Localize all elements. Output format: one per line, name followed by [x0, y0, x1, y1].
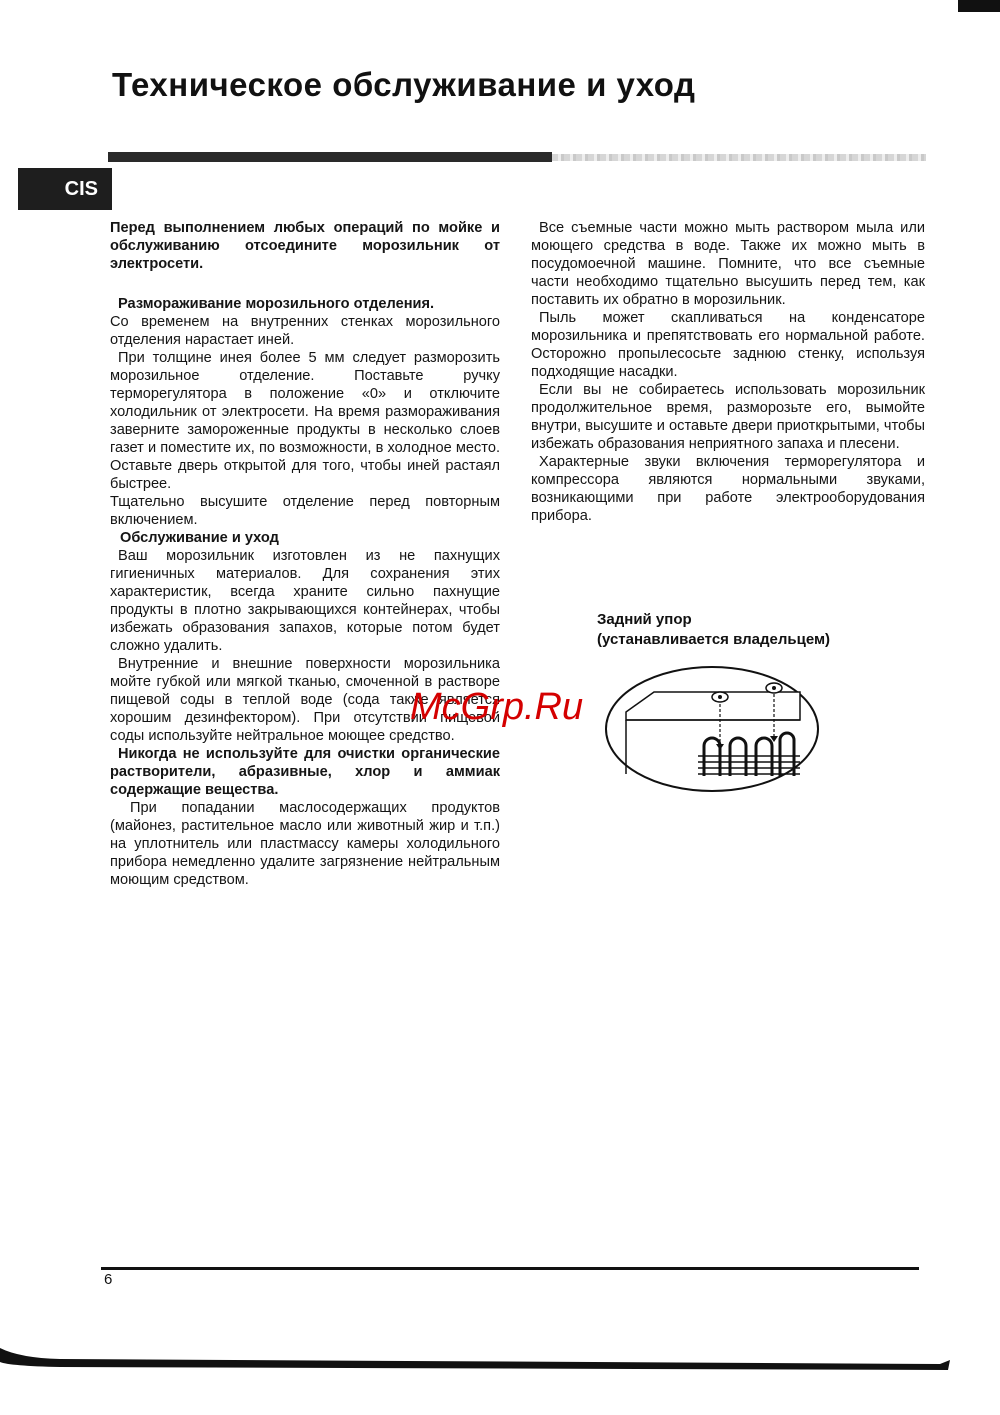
watermark: McGrp.Ru: [410, 686, 584, 728]
care-paragraph-2: Внутренние и внешние поверхности морозильника мойте губкой или мягкой тканью, смоченной в растворе пищевой соды в теплой воде (сода также является хорошим дезинфектором). При отсутствии пищевой соды используйте нейтральное моющее средство.: [110, 656, 500, 744]
region-badge: CIS: [18, 168, 112, 210]
figure-caption-line-2: (устанавливается владельцем): [597, 631, 831, 648]
figure-caption-line-1: Задний упор: [597, 611, 692, 628]
title-divider-dark: [108, 152, 552, 162]
long-absence-paragraph: Если вы не собираетесь использовать морозильник продолжительное время, разморозьте его, вымойте внутри, высушите и оставьте двери приоткрытыми, чтобы избежать образования неприятного запаха и плесени.: [531, 382, 925, 452]
page-number: 6: [104, 1271, 113, 1288]
scan-edge-artifact: [0, 1340, 1000, 1415]
left-column: [110, 219, 500, 889]
page-title: Техническое обслуживание и уход: [112, 66, 696, 103]
care-paragraph-3: При попадании маслосодержащих продуктов (майонез, растительное масло или животный жир и т.п.) на уплотнитель или пластмассу камеры холодильного прибора немедленно удалите загрязнение нейтральным моющим средством.: [110, 800, 500, 888]
right-column: [531, 219, 925, 525]
figure-caption: [597, 610, 830, 650]
chemicals-warning: Никогда не используйте для очистки органические растворители, абразивные, хлор и аммиак содержащие вещества.: [110, 746, 500, 798]
care-heading: Обслуживание и уход: [120, 530, 279, 546]
defrost-paragraph-1: Со временем на внутренних стенках морозильного отделения нарастает иней.: [110, 314, 500, 348]
care-paragraph-1: Ваш морозильник изготовлен из не пахнущих гигиеничных материалов. Для сохранения этих характеристик, всегда храните сильно пахнущие продукты в плотно закрывающихся контейнерах, чтобы избежать образования запахов, которые потом будет сложно удалить.: [110, 548, 500, 654]
title-divider-light: [552, 154, 926, 161]
condenser-paragraph: Пыль может скапливаться на конденсаторе морозильника и препятствовать его нормальной работе. Осторожно пропылесосьте заднюю стенку, используя подходящие насадки.: [531, 310, 925, 380]
sounds-paragraph: Характерные звуки включения терморегулятора и компрессора являются нормальными звуками, возникающими при работе электрооборудования прибора.: [531, 454, 925, 524]
removable-parts-paragraph: Все съемные части можно мыть раствором мыла или моющего средства в воде. Также их можно мыть в посудомоечной машине. Помните, что все съемные части необходимо тщательно высушить перед тем, как поставить их обратно в морозильник.: [531, 220, 925, 308]
defrost-paragraph-2: При толщине инея более 5 мм следует разморозить морозильное отделение. Поставьте ручку терморегулятора в положение «0» и отключите холодильник от электросети. На время размораживания заверните замороженные продукты в несколько слоев газет и поместите их, по возможности, в холодное место. Оставьте дверь открытой для того, чтобы иней растаял быстрее.: [110, 350, 500, 492]
rear-spacer-illustration: [604, 664, 820, 794]
safety-warning: Перед выполнением любых операций по мойке и обслуживанию отсоедините морозильник от электросети.: [110, 220, 500, 272]
title-divider: [108, 152, 926, 162]
footer-divider: [101, 1267, 919, 1270]
defrost-heading: Размораживание морозильного отделения.: [118, 296, 435, 312]
scan-corner-mark: [958, 0, 1000, 12]
defrost-paragraph-3: Тщательно высушите отделение перед повторным включением.: [110, 494, 500, 528]
